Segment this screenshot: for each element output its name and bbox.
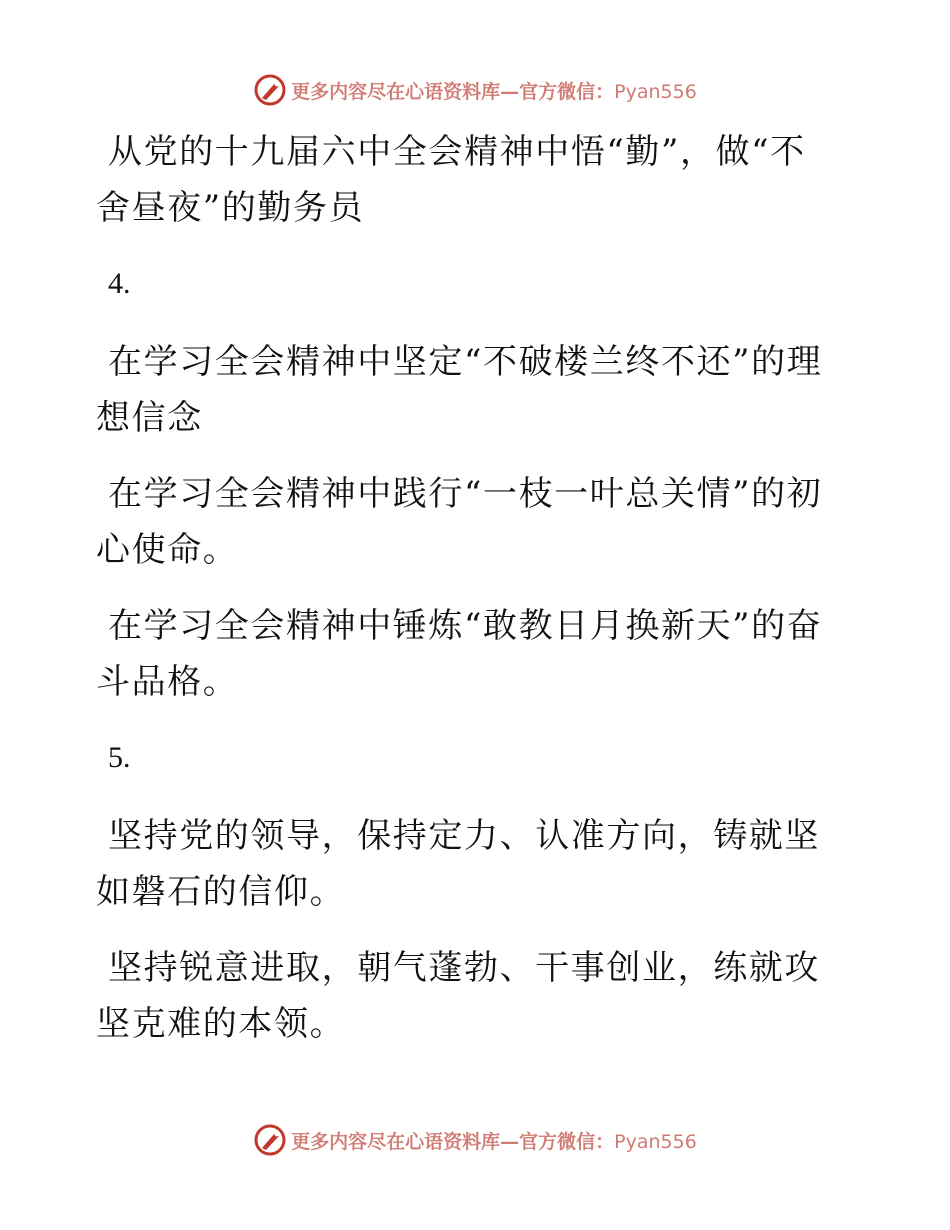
paragraph: 在学习全会精神中践行“一枝一叶总关情”的初心使命。 — [96, 474, 823, 570]
paragraph: 坚持党的领导，保持定力、认准方向，铸就坚如磐石的信仰。 — [96, 816, 820, 912]
footer-watermark — [0, 1120, 950, 1160]
pen-logo-icon — [253, 73, 287, 107]
paragraph: 从党的十九届六中全会精神中悟“勤”，做“不舍昼夜”的勤务员 — [96, 132, 806, 228]
pen-logo-icon — [253, 1123, 287, 1157]
watermark-text: 更多内容尽在心语资料库—官方微信：Pyan556 — [291, 1130, 697, 1153]
header-watermark — [0, 70, 950, 110]
document-body — [96, 124, 836, 1072]
paragraph: 坚持锐意进取，朝气蓬勃、干事创业，练就攻坚克难的本领。 — [96, 948, 820, 1044]
watermark-text: 更多内容尽在心语资料库—官方微信：Pyan556 — [291, 80, 697, 103]
paragraph: 在学习全会精神中坚定“不破楼兰终不还”的理想信念 — [96, 342, 823, 438]
paragraph: 在学习全会精神中锤炼“敢教日月换新天”的奋斗品格。 — [96, 606, 823, 702]
section-number: 4. — [108, 267, 131, 300]
section-number: 5. — [108, 741, 131, 774]
